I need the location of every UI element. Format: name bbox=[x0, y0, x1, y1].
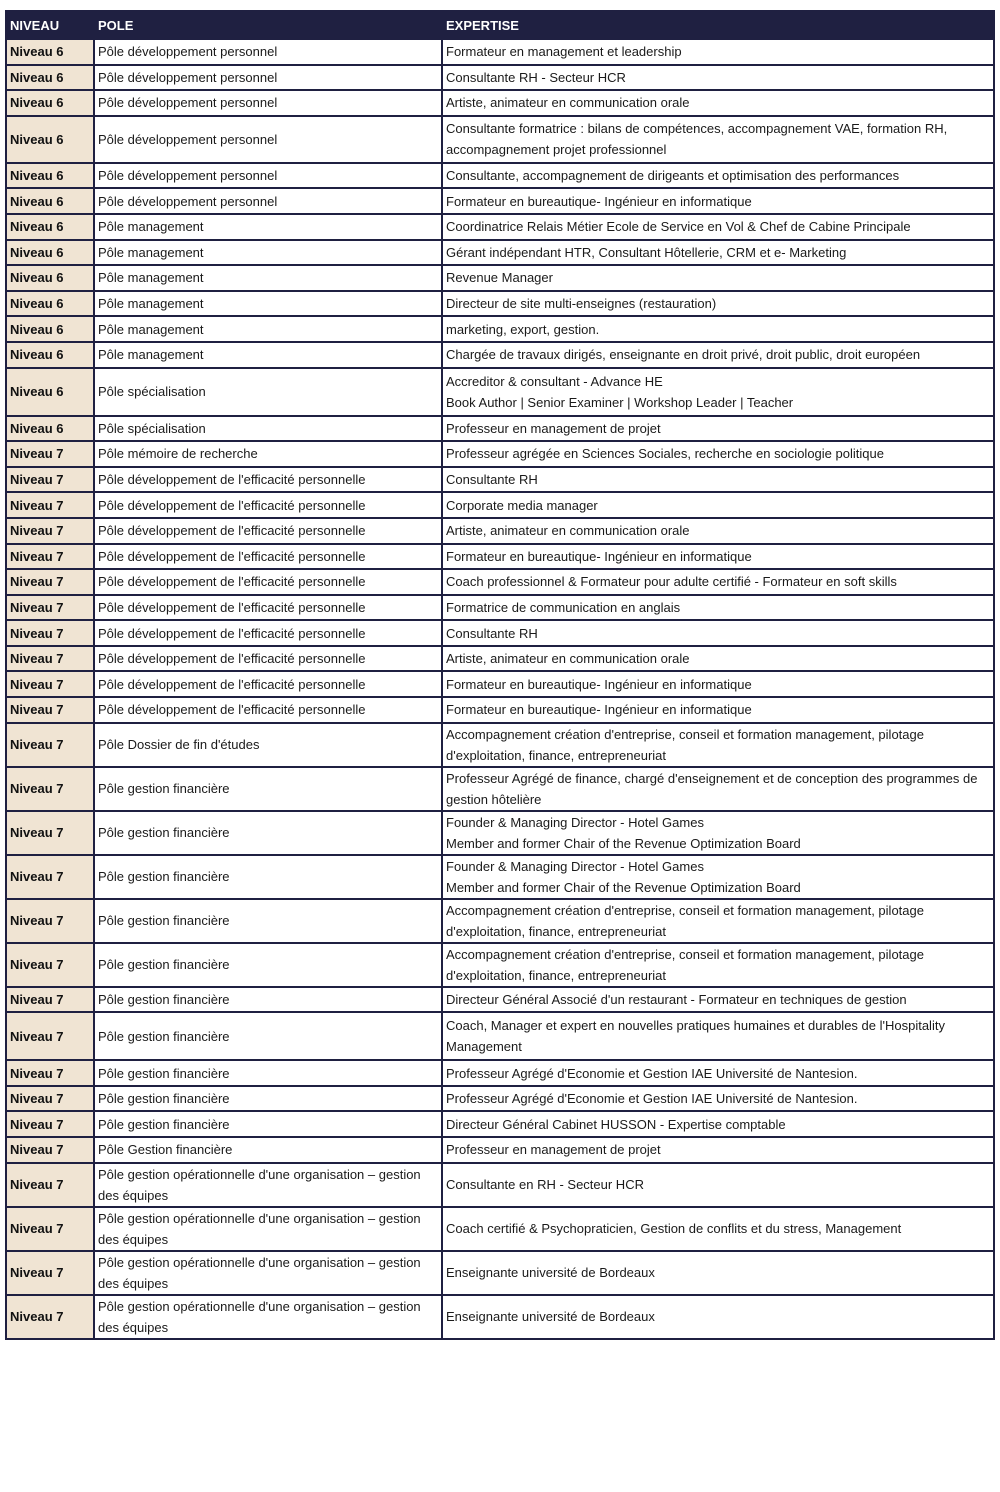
header-pole: POLE bbox=[94, 11, 442, 39]
table-row bbox=[6, 441, 994, 467]
table-row bbox=[6, 163, 994, 189]
niveau-cell: Niveau 7 bbox=[6, 544, 94, 570]
pole-cell: Pôle développement de l'efficacité personnelle bbox=[94, 671, 442, 697]
niveau-cell: Niveau 6 bbox=[6, 316, 94, 342]
niveau-cell: Niveau 7 bbox=[6, 987, 94, 1013]
table-row bbox=[6, 188, 994, 214]
expertise-cell: Coach, Manager et expert en nouvelles pratiques humaines et durables de l'Hospitality Management bbox=[442, 1012, 994, 1060]
pole-cell: Pôle gestion opérationnelle d'une organisation – gestion des équipes bbox=[94, 1163, 442, 1207]
expertise-cell: Formatrice de communication en anglais bbox=[442, 595, 994, 621]
table-row bbox=[6, 265, 994, 291]
expertise-cell: Professeur en management de projet bbox=[442, 416, 994, 442]
table-row bbox=[6, 855, 994, 899]
pole-cell: Pôle gestion financière bbox=[94, 1060, 442, 1086]
niveau-cell: Niveau 7 bbox=[6, 855, 94, 899]
niveau-cell: Niveau 7 bbox=[6, 899, 94, 943]
niveau-cell: Niveau 6 bbox=[6, 265, 94, 291]
table-row bbox=[6, 416, 994, 442]
pole-cell: Pôle management bbox=[94, 240, 442, 266]
table-row bbox=[6, 671, 994, 697]
expertise-cell: Artiste, animateur en communication orale bbox=[442, 646, 994, 672]
table-row bbox=[6, 646, 994, 672]
pole-cell: Pôle développement de l'efficacité personnelle bbox=[94, 595, 442, 621]
expertise-cell: Directeur Général Cabinet HUSSON - Expertise comptable bbox=[442, 1111, 994, 1137]
pole-cell: Pôle management bbox=[94, 214, 442, 240]
expertise-cell: Professeur Agrégé de finance, chargé d'enseignement et de conception des programmes de gestion hôtelière bbox=[442, 767, 994, 811]
expertise-cell: Professeur agrégée en Sciences Sociales, recherche en sociologie politique bbox=[442, 441, 994, 467]
niveau-cell: Niveau 6 bbox=[6, 163, 94, 189]
header-expertise: EXPERTISE bbox=[442, 11, 994, 39]
expertise-cell: Enseignante université de Bordeaux bbox=[442, 1251, 994, 1295]
expertise-cell: Accreditor & consultant - Advance HE Book Author | Senior Examiner | Workshop Leader | Teacher bbox=[442, 368, 994, 416]
expertise-cell: Professeur Agrégé d'Economie et Gestion IAE Université de Nantesion. bbox=[442, 1060, 994, 1086]
niveau-cell: Niveau 7 bbox=[6, 1137, 94, 1163]
pole-cell: Pôle Gestion financière bbox=[94, 1137, 442, 1163]
niveau-cell: Niveau 7 bbox=[6, 767, 94, 811]
table-row bbox=[6, 1207, 994, 1251]
expertise-cell: Artiste, animateur en communication orale bbox=[442, 90, 994, 116]
expertise-cell: Consultante RH bbox=[442, 467, 994, 493]
pole-cell: Pôle gestion financière bbox=[94, 767, 442, 811]
pole-cell: Pôle développement personnel bbox=[94, 116, 442, 163]
table-row bbox=[6, 620, 994, 646]
pole-cell: Pôle développement de l'efficacité personnelle bbox=[94, 518, 442, 544]
pole-cell: Pôle développement personnel bbox=[94, 39, 442, 65]
table-row bbox=[6, 116, 994, 163]
table-row bbox=[6, 368, 994, 416]
pole-cell: Pôle management bbox=[94, 316, 442, 342]
table-row bbox=[6, 240, 994, 266]
niveau-cell: Niveau 7 bbox=[6, 467, 94, 493]
niveau-cell: Niveau 7 bbox=[6, 646, 94, 672]
table-row bbox=[6, 1137, 994, 1163]
expertise-cell: Accompagnement création d'entreprise, conseil et formation management, pilotage d'exploitation, finance, entrepreneuriat bbox=[442, 723, 994, 767]
table-row bbox=[6, 1251, 994, 1295]
table-row bbox=[6, 943, 994, 987]
expertise-cell: Coordinatrice Relais Métier Ecole de Service en Vol & Chef de Cabine Principale bbox=[442, 214, 994, 240]
niveau-cell: Niveau 6 bbox=[6, 291, 94, 317]
table-row bbox=[6, 1060, 994, 1086]
pole-cell: Pôle spécialisation bbox=[94, 368, 442, 416]
pole-cell: Pôle développement personnel bbox=[94, 90, 442, 116]
expertise-cell: Consultante formatrice : bilans de compétences, accompagnement VAE, formation RH, accompagnement projet professionnel bbox=[442, 116, 994, 163]
pole-cell: Pôle mémoire de recherche bbox=[94, 441, 442, 467]
table-row bbox=[6, 697, 994, 723]
table-row bbox=[6, 544, 994, 570]
pole-cell: Pôle gestion financière bbox=[94, 943, 442, 987]
niveau-cell: Niveau 6 bbox=[6, 39, 94, 65]
table-row bbox=[6, 723, 994, 767]
expertise-cell: Enseignante université de Bordeaux bbox=[442, 1295, 994, 1339]
pole-cell: Pôle gestion financière bbox=[94, 1086, 442, 1112]
expertise-cell: Formateur en bureautique- Ingénieur en informatique bbox=[442, 544, 994, 570]
table-row bbox=[6, 39, 994, 65]
table-row bbox=[6, 1086, 994, 1112]
niveau-cell: Niveau 6 bbox=[6, 65, 94, 91]
table-row bbox=[6, 467, 994, 493]
pole-cell: Pôle management bbox=[94, 342, 442, 368]
header-niveau: NIVEAU bbox=[6, 11, 94, 39]
pole-cell: Pôle spécialisation bbox=[94, 416, 442, 442]
pole-cell: Pôle développement personnel bbox=[94, 65, 442, 91]
niveau-cell: Niveau 6 bbox=[6, 90, 94, 116]
niveau-cell: Niveau 7 bbox=[6, 1295, 94, 1339]
pole-cell: Pôle gestion financière bbox=[94, 1012, 442, 1060]
table-row bbox=[6, 65, 994, 91]
niveau-cell: Niveau 7 bbox=[6, 671, 94, 697]
niveau-cell: Niveau 7 bbox=[6, 569, 94, 595]
niveau-cell: Niveau 6 bbox=[6, 368, 94, 416]
expertise-cell: marketing, export, gestion. bbox=[442, 316, 994, 342]
table-row bbox=[6, 1012, 994, 1060]
table-row bbox=[6, 1295, 994, 1339]
table-row bbox=[6, 569, 994, 595]
niveau-cell: Niveau 7 bbox=[6, 518, 94, 544]
pole-cell: Pôle gestion opérationnelle d'une organisation – gestion des équipes bbox=[94, 1207, 442, 1251]
expertise-cell: Consultante RH - Secteur HCR bbox=[442, 65, 994, 91]
table-row bbox=[6, 899, 994, 943]
niveau-cell: Niveau 7 bbox=[6, 697, 94, 723]
niveau-cell: Niveau 7 bbox=[6, 811, 94, 855]
expertise-cell: Founder & Managing Director - Hotel Games Member and former Chair of the Revenue Optimization Board bbox=[442, 811, 994, 855]
table-row bbox=[6, 316, 994, 342]
niveau-cell: Niveau 7 bbox=[6, 723, 94, 767]
niveau-cell: Niveau 6 bbox=[6, 188, 94, 214]
table-row bbox=[6, 492, 994, 518]
expertise-cell: Formateur en management et leadership bbox=[442, 39, 994, 65]
table-header-row bbox=[6, 11, 994, 39]
pole-cell: Pôle développement personnel bbox=[94, 163, 442, 189]
table-row bbox=[6, 595, 994, 621]
pole-cell: Pôle gestion financière bbox=[94, 1111, 442, 1137]
expertise-cell: Founder & Managing Director - Hotel Games Member and former Chair of the Revenue Optimization Board bbox=[442, 855, 994, 899]
niveau-cell: Niveau 7 bbox=[6, 1163, 94, 1207]
expertise-cell: Revenue Manager bbox=[442, 265, 994, 291]
pole-cell: Pôle développement de l'efficacité personnelle bbox=[94, 544, 442, 570]
expertise-cell: Gérant indépendant HTR, Consultant Hôtellerie, CRM et e- Marketing bbox=[442, 240, 994, 266]
expertise-cell: Corporate media manager bbox=[442, 492, 994, 518]
expertise-cell: Directeur Général Associé d'un restaurant - Formateur en techniques de gestion bbox=[442, 987, 994, 1013]
pole-cell: Pôle gestion opérationnelle d'une organisation – gestion des équipes bbox=[94, 1295, 442, 1339]
table-row bbox=[6, 214, 994, 240]
pole-cell: Pôle développement de l'efficacité personnelle bbox=[94, 697, 442, 723]
niveau-cell: Niveau 6 bbox=[6, 116, 94, 163]
expertise-cell: Chargée de travaux dirigés, enseignante en droit privé, droit public, droit européen bbox=[442, 342, 994, 368]
niveau-cell: Niveau 6 bbox=[6, 416, 94, 442]
table-row bbox=[6, 291, 994, 317]
niveau-cell: Niveau 6 bbox=[6, 214, 94, 240]
expertise-cell: Consultante, accompagnement de dirigeants et optimisation des performances bbox=[442, 163, 994, 189]
expertise-cell: Directeur de site multi-enseignes (restauration) bbox=[442, 291, 994, 317]
pole-cell: Pôle gestion financière bbox=[94, 811, 442, 855]
pole-cell: Pôle gestion financière bbox=[94, 899, 442, 943]
expertise-cell: Consultante RH bbox=[442, 620, 994, 646]
table-row bbox=[6, 811, 994, 855]
pole-cell: Pôle Dossier de fin d'études bbox=[94, 723, 442, 767]
table-row bbox=[6, 767, 994, 811]
expertise-cell: Accompagnement création d'entreprise, conseil et formation management, pilotage d'exploitation, finance, entrepreneuriat bbox=[442, 943, 994, 987]
pole-cell: Pôle gestion financière bbox=[94, 987, 442, 1013]
pole-cell: Pôle développement personnel bbox=[94, 188, 442, 214]
niveau-cell: Niveau 7 bbox=[6, 1086, 94, 1112]
pole-cell: Pôle développement de l'efficacité personnelle bbox=[94, 569, 442, 595]
pole-cell: Pôle management bbox=[94, 291, 442, 317]
table-row bbox=[6, 342, 994, 368]
pole-cell: Pôle gestion opérationnelle d'une organisation – gestion des équipes bbox=[94, 1251, 442, 1295]
expertise-cell: Professeur Agrégé d'Economie et Gestion IAE Université de Nantesion. bbox=[442, 1086, 994, 1112]
expertise-cell: Formateur en bureautique- Ingénieur en informatique bbox=[442, 697, 994, 723]
pole-cell: Pôle développement de l'efficacité personnelle bbox=[94, 646, 442, 672]
niveau-cell: Niveau 7 bbox=[6, 943, 94, 987]
niveau-cell: Niveau 7 bbox=[6, 1012, 94, 1060]
table-row bbox=[6, 518, 994, 544]
table-row bbox=[6, 987, 994, 1013]
niveau-cell: Niveau 7 bbox=[6, 1111, 94, 1137]
niveau-cell: Niveau 7 bbox=[6, 1060, 94, 1086]
experts-table bbox=[5, 10, 995, 1340]
expertise-cell: Artiste, animateur en communication orale bbox=[442, 518, 994, 544]
niveau-cell: Niveau 7 bbox=[6, 492, 94, 518]
pole-cell: Pôle développement de l'efficacité personnelle bbox=[94, 492, 442, 518]
niveau-cell: Niveau 7 bbox=[6, 595, 94, 621]
niveau-cell: Niveau 7 bbox=[6, 441, 94, 467]
expertise-cell: Formateur en bureautique- Ingénieur en informatique bbox=[442, 671, 994, 697]
pole-cell: Pôle développement de l'efficacité personnelle bbox=[94, 467, 442, 493]
niveau-cell: Niveau 6 bbox=[6, 342, 94, 368]
niveau-cell: Niveau 6 bbox=[6, 240, 94, 266]
table-row bbox=[6, 1163, 994, 1207]
expertise-cell: Coach professionnel & Formateur pour adulte certifié - Formateur en soft skills bbox=[442, 569, 994, 595]
pole-cell: Pôle management bbox=[94, 265, 442, 291]
expertise-cell: Coach certifié & Psychopraticien, Gestion de conflits et du stress, Management bbox=[442, 1207, 994, 1251]
niveau-cell: Niveau 7 bbox=[6, 1207, 94, 1251]
niveau-cell: Niveau 7 bbox=[6, 1251, 94, 1295]
expertise-cell: Consultante en RH - Secteur HCR bbox=[442, 1163, 994, 1207]
expertise-cell: Accompagnement création d'entreprise, conseil et formation management, pilotage d'exploitation, finance, entrepreneuriat bbox=[442, 899, 994, 943]
niveau-cell: Niveau 7 bbox=[6, 620, 94, 646]
table-row bbox=[6, 90, 994, 116]
pole-cell: Pôle développement de l'efficacité personnelle bbox=[94, 620, 442, 646]
expertise-cell: Professeur en management de projet bbox=[442, 1137, 994, 1163]
pole-cell: Pôle gestion financière bbox=[94, 855, 442, 899]
expertise-cell: Formateur en bureautique- Ingénieur en informatique bbox=[442, 188, 994, 214]
table-row bbox=[6, 1111, 994, 1137]
